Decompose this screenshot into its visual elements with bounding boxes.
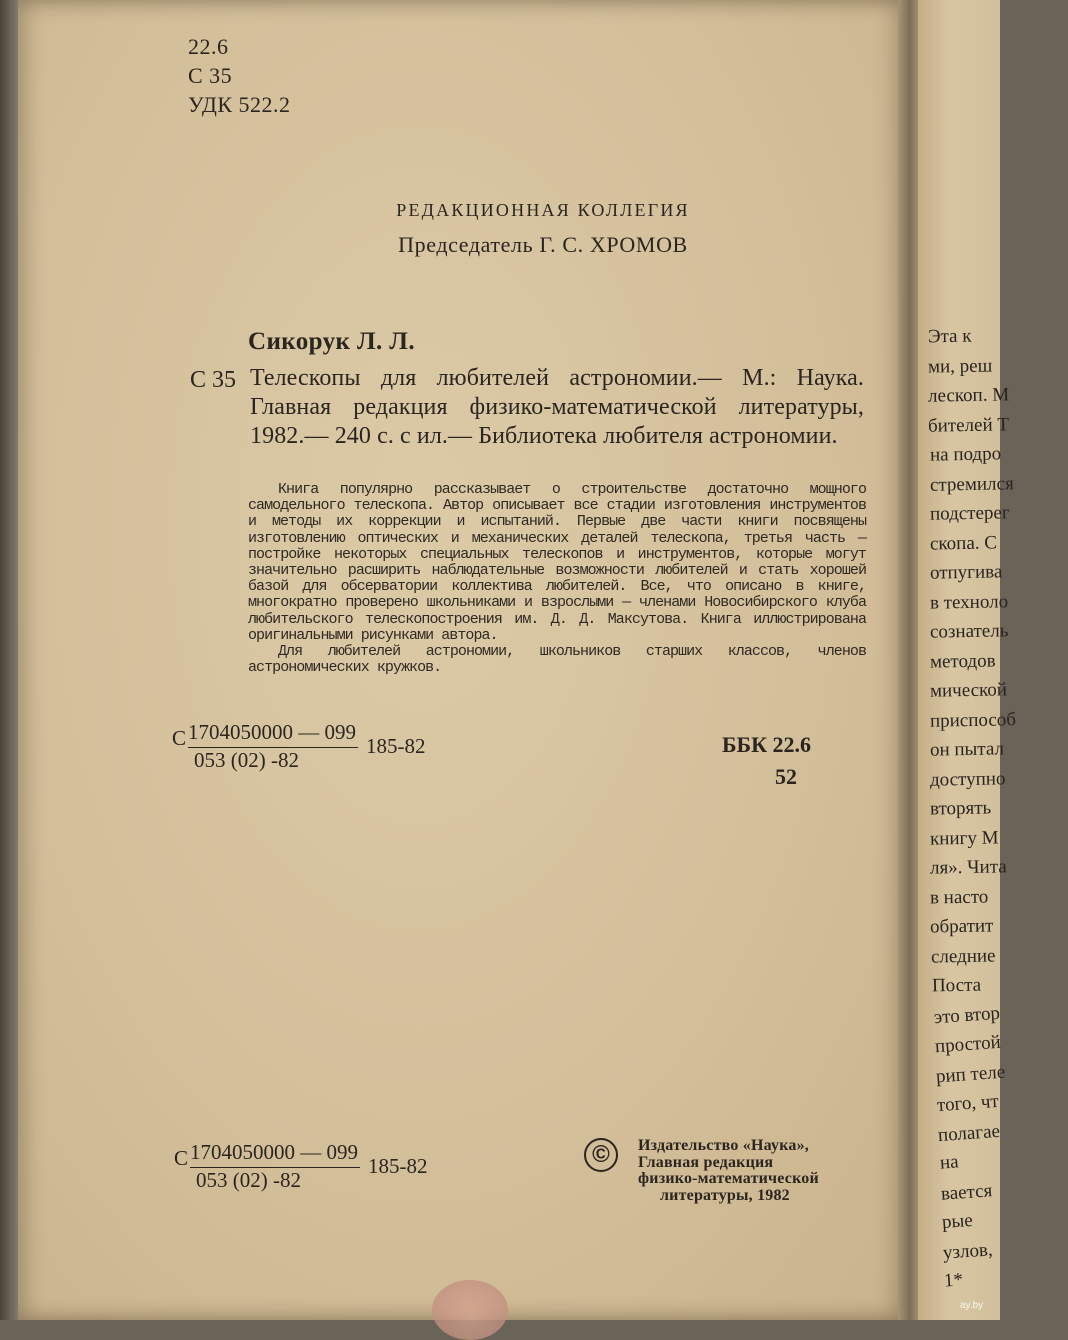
- next-page-line: узлов,: [942, 1238, 994, 1264]
- book-page: [18, 0, 910, 1320]
- bbk-number: 52: [775, 764, 797, 789]
- catalog-numerator-bottom: 1704050000 — 099: [190, 1140, 360, 1168]
- next-page-text-fragments: [918, 0, 1017, 1320]
- bbk-label: ББК 22.6: [722, 732, 812, 757]
- abstract-paragraph: Книга популярно рассказывает о строительстве достаточно мощного самодельного телескопа. Автор описывает все стадии изготовления инструментов и методы их коррекции и испытаний. Первые две части книги посвящены изготовлению оптических и механических деталей телескопа, третья часть — постройке некоторых специальных телескопов и инструментов, которые могут значительно расширить наблюдательные возможности любителей и стать хорошей базой для обсерватории коллектива любителей. Все, что описано в книге, многократно проверено школьниками и взрослыми — членами Новосибирского клуба любительского телескопостроения им. Д. Д. Максутова. Книга иллюстрирована оригинальными рисунками автора.: [248, 481, 866, 644]
- next-page-line: на подро: [929, 443, 1002, 466]
- index-code: С 35: [190, 367, 237, 393]
- next-page-line: отпугива: [929, 561, 1003, 584]
- next-page-line: вторять: [929, 797, 992, 820]
- next-page-line: рые: [941, 1209, 974, 1234]
- catalog-denominator-bottom: 053 (02) -82: [196, 1168, 301, 1192]
- bbk-code: 22.6: [188, 34, 229, 59]
- next-page-line: ми, реш: [927, 354, 993, 378]
- publisher-line: Главная редакция: [638, 1153, 774, 1171]
- book-left-edge: [0, 0, 20, 1320]
- publisher-line: литературы, 1982: [660, 1186, 790, 1204]
- catalog-numerator: 1704050000 — 099: [188, 720, 358, 748]
- next-page-line: подстерег: [929, 502, 1010, 525]
- next-page-line: рип теле: [935, 1061, 1006, 1087]
- next-page-line: доступно: [929, 767, 1006, 791]
- classification-codes: [188, 32, 291, 119]
- next-page-line: Эта к: [927, 325, 972, 348]
- abstract-audience: Для любителей астрономии, школьников старших классов, членов астрономических кружков.: [248, 643, 866, 677]
- copyright-icon: ©: [584, 1138, 618, 1172]
- next-page-line: того, чт: [936, 1090, 1000, 1117]
- next-page-line: в техноло: [929, 590, 1009, 614]
- author-name: Сикорук Л. Л.: [248, 328, 415, 355]
- next-page-line: бителей Т: [927, 413, 1010, 437]
- next-page-line: Поста: [932, 974, 982, 997]
- catalog-letter: С: [172, 726, 187, 750]
- watermark: ay.by: [960, 1300, 984, 1311]
- thumb-photo-artifact: [432, 1280, 508, 1340]
- bibliographic-description: Телескопы для любителей астрономии.— М.: Наука. Главная редакция физико-математической литературы, 1982.— 240 с. с ил.— Библиотека любителя астрономии.: [250, 365, 864, 449]
- publisher-imprint: [638, 1138, 819, 1204]
- catalog-code-bottom: [174, 1140, 454, 1200]
- next-page-line: приспособ: [929, 708, 1017, 732]
- catalog-code: [172, 720, 452, 780]
- catalog-denominator: 053 (02) -82: [194, 748, 299, 772]
- next-page-line: книгу М: [929, 826, 999, 850]
- editorial-board-chair: Председатель Г. С. ХРОМОВ: [398, 232, 688, 257]
- next-page-line: методов: [929, 649, 996, 673]
- next-page-line: полагае: [937, 1120, 1002, 1146]
- catalog-letter-bottom: С: [174, 1146, 189, 1170]
- publisher-line: физико-математической: [638, 1170, 819, 1187]
- next-page-line: в насто: [929, 885, 989, 909]
- catalog-side-code: 185-82: [366, 734, 426, 758]
- next-page-line: мической: [929, 679, 1008, 702]
- next-page-line: лескоп. М: [927, 384, 1010, 407]
- next-page-line: скопа. С: [929, 531, 998, 555]
- author-sign-code: С 35: [188, 63, 233, 88]
- catalog-side-code-bottom: 185-82: [368, 1154, 428, 1178]
- next-page-line: на: [938, 1151, 959, 1174]
- publisher-line: Издательство «Наука»,: [638, 1137, 809, 1154]
- udc-code: УДК 522.2: [188, 92, 291, 117]
- next-page-line: сознатель: [929, 620, 1009, 643]
- next-page-line: ля». Чита: [929, 856, 1007, 879]
- next-page-line: обратит: [929, 915, 994, 938]
- next-page-line: 1*: [943, 1269, 965, 1292]
- next-page-line: он пытал: [929, 738, 1005, 761]
- next-page-edge: [918, 0, 1017, 1320]
- book-abstract: [248, 482, 866, 676]
- next-page-line: вается: [940, 1179, 993, 1205]
- editorial-board-title: РЕДАКЦИОННАЯ КОЛЛЕГИЯ: [396, 200, 690, 220]
- next-page-line: следние: [931, 944, 996, 968]
- next-page-line: стремился: [929, 472, 1014, 496]
- next-page-line: простой: [934, 1031, 1002, 1058]
- next-page-line: это втор: [932, 1002, 1001, 1028]
